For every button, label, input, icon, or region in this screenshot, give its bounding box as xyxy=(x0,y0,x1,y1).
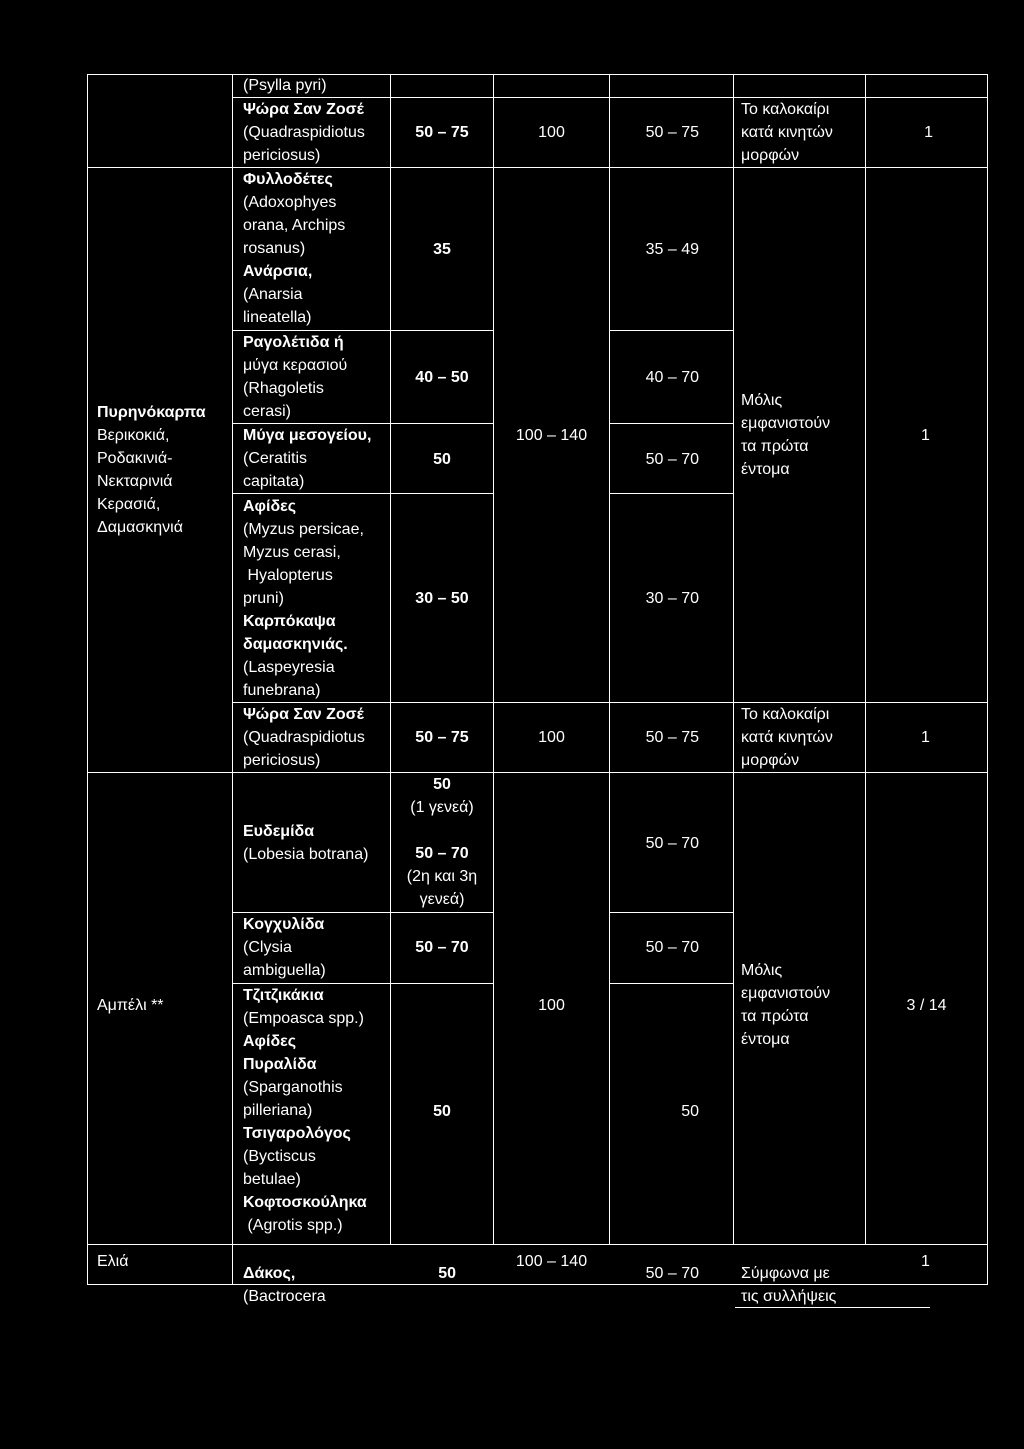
crop-stone-fruit-line-3: Ροδακινιά- xyxy=(97,450,173,467)
top-pest-latin-1: (Quadraspidiotus xyxy=(243,124,365,141)
text-line: pilleriana) xyxy=(243,1102,313,1119)
timing-stone-fruit-4: έντομα xyxy=(741,461,790,478)
timing-stone-fruit xyxy=(741,389,830,481)
timing-stone-fruit-3: τα πρώτα xyxy=(741,438,809,455)
dose1-clysia: 50 – 70 xyxy=(415,939,469,956)
text-line: (Ceratitis xyxy=(243,450,308,467)
top-timing-2: κατά κινητών xyxy=(741,124,833,141)
pest-cherry-fly xyxy=(243,331,347,423)
text-line: (Sparganothis xyxy=(243,1079,343,1096)
timing-olive-2: τις συλλήψεις xyxy=(741,1288,837,1305)
apps-vine: 3 / 14 xyxy=(906,997,947,1014)
text-line: (Adoxophyes xyxy=(243,194,337,211)
timing-stone-fruit-1: Μόλις xyxy=(741,392,783,409)
text-line: Τσιγαρολόγος xyxy=(243,1125,351,1142)
text-line: capitata) xyxy=(243,473,305,490)
pest-lobesia xyxy=(243,820,368,866)
text-line: (1 γενεά) xyxy=(410,799,474,816)
text-line: (Lobesia botrana) xyxy=(243,846,369,863)
text-line: pruni) xyxy=(243,590,284,607)
text-line: Αφίδες xyxy=(243,1033,297,1050)
timing-scale xyxy=(741,703,833,772)
text-line: (Laspeyresia xyxy=(243,659,335,676)
timing-vine-4: έντομα xyxy=(741,1031,790,1048)
pest-olive xyxy=(243,1262,326,1308)
dose3-leafrollers: 35 – 49 xyxy=(645,241,699,258)
dose1-scale: 50 – 75 xyxy=(415,729,469,746)
timing-scale-1: Το καλοκαίρι xyxy=(741,706,830,723)
top-timing-1: Το καλοκαίρι xyxy=(741,101,830,118)
dose2-olive: 100 – 140 xyxy=(515,1253,588,1270)
pest-medfly xyxy=(243,424,371,493)
text-line: rosanus) xyxy=(243,240,306,257)
text-line: (Byctiscus xyxy=(243,1148,316,1165)
dose1-lobesia xyxy=(391,773,493,911)
text-line: Φυλλοδέτες xyxy=(243,171,333,188)
dose3-lobesia: 50 – 70 xyxy=(645,835,699,852)
dose3-cherry-fly: 40 – 70 xyxy=(645,369,699,386)
text-line: (Clysia xyxy=(243,939,292,956)
top-apps xyxy=(866,121,987,144)
top-dose3: 50 – 75 xyxy=(645,124,699,141)
text-line: Μύγα μεσογείου, xyxy=(243,427,372,444)
pest-leafrollers xyxy=(243,168,345,329)
dose3-medfly: 50 – 70 xyxy=(645,451,699,468)
pest-olive-name: Δάκος, xyxy=(243,1265,296,1282)
text-line: Αφίδες xyxy=(243,498,297,515)
text-line: Κοφτοσκούληκα xyxy=(243,1194,367,1211)
top-dose2: 100 xyxy=(538,124,565,141)
text-line: μύγα κερασιού xyxy=(243,357,348,374)
pest-scale xyxy=(243,703,365,772)
text-line: (Quadraspidiotus xyxy=(243,729,365,746)
crop-stone-fruit xyxy=(97,401,206,539)
dose1-medfly: 50 xyxy=(433,451,451,468)
dose1-vine-others: 50 xyxy=(433,1103,451,1120)
text-line: δαμασκηνιάς. xyxy=(243,636,348,653)
crop-stone-fruit-line-6: Δαμασκηνιά xyxy=(97,519,183,536)
timing-olive-1: Σύμφωνα με xyxy=(741,1265,830,1282)
pest-vine-others xyxy=(243,984,367,1237)
crop-stone-fruit-line-5: Κερασιά, xyxy=(97,496,161,513)
text-line: orana, Archips xyxy=(243,217,346,234)
dose3-olive: 50 – 70 xyxy=(645,1265,699,1282)
dose1-leafrollers: 35 xyxy=(433,241,451,258)
crop-stone-fruit-line-2: Βερικοκιά, xyxy=(97,427,170,444)
dose1-cherry-fly: 40 – 50 xyxy=(415,369,469,386)
top-pest-name: Ψώρα Σαν Ζοσέ xyxy=(243,101,364,118)
crop-stone-fruit-title: Πυρηνόκαρπα xyxy=(97,404,206,421)
dose3-scale: 50 – 75 xyxy=(645,729,699,746)
apps-stone-fruit: 1 xyxy=(921,427,930,444)
timing-stone-fruit-2: εμφανιστούν xyxy=(741,415,831,432)
timing-olive xyxy=(741,1262,836,1308)
text-line: Καρπόκαψα xyxy=(243,613,336,630)
dose3-vine-others: 50 xyxy=(681,1103,699,1120)
apps-scale: 1 xyxy=(921,729,930,746)
text-line xyxy=(391,819,493,842)
text-line: ambiguella) xyxy=(243,962,326,979)
dose2-scale: 100 xyxy=(538,729,565,746)
timing-vine-3: τα πρώτα xyxy=(741,1008,809,1025)
dose3-aphids: 30 – 70 xyxy=(645,590,699,607)
crop-stone-fruit-line-4: Νεκταρινιά xyxy=(97,473,173,490)
pest-partial: (Psylla pyri) xyxy=(243,77,327,94)
top-timing-3: μορφών xyxy=(741,147,800,164)
timing-scale-2: κατά κινητών xyxy=(741,729,833,746)
text-line: Ανάρσια, xyxy=(243,263,313,280)
dose2-vine: 100 xyxy=(538,997,565,1014)
dose1-aphids: 30 – 50 xyxy=(415,590,469,607)
text-line: Myzus cerasi, xyxy=(243,544,341,561)
pest-aphids xyxy=(243,495,364,702)
top-timing xyxy=(741,98,833,167)
text-line: Τζιτζικάκια xyxy=(243,987,324,1004)
top-apps-value: 1 xyxy=(924,124,933,141)
text-line: 50 xyxy=(433,776,451,793)
top-pest-latin-2: periciosus) xyxy=(243,147,321,164)
text-line: Ευδεμίδα xyxy=(243,823,315,840)
text-line: betulae) xyxy=(243,1171,301,1188)
timing-vine xyxy=(741,959,830,1051)
dose1-olive: 50 xyxy=(438,1265,456,1282)
text-line: Πυραλίδα xyxy=(243,1056,317,1073)
text-line: Ψώρα Σαν Ζοσέ xyxy=(243,706,364,723)
text-line: periciosus) xyxy=(243,752,321,769)
text-line: (2η και 3η xyxy=(406,868,478,885)
dose3-clysia: 50 – 70 xyxy=(645,939,699,956)
crop-vine: Αμπέλι ** xyxy=(97,997,164,1014)
text-line: lineatella) xyxy=(243,309,312,326)
text-line: (Agrotis spp.) xyxy=(243,1217,343,1234)
text-line: (Myzus persicae, xyxy=(243,521,364,538)
text-line: γενεά) xyxy=(419,891,465,908)
crop-olive: Ελιά xyxy=(97,1253,129,1270)
text-line: (Rhagoletis xyxy=(243,380,324,397)
text-line: (Empoasca spp.) xyxy=(243,1010,364,1027)
dose2-stone-fruit: 100 – 140 xyxy=(515,427,588,444)
text-line: 50 – 70 xyxy=(415,845,469,862)
timing-scale-3: μορφών xyxy=(741,752,800,769)
pest-olive-latin: (Bactrocera xyxy=(243,1288,326,1305)
text-line: (Anarsia xyxy=(243,286,303,303)
top-pest-cell xyxy=(243,98,365,167)
apps-olive: 1 xyxy=(921,1253,930,1270)
top-dose1: 50 – 75 xyxy=(415,124,469,141)
text-line: Ραγολέτιδα ή xyxy=(243,334,344,351)
timing-vine-2: εμφανιστούν xyxy=(741,985,831,1002)
text-line: funebrana) xyxy=(243,682,321,699)
text-line: cerasi) xyxy=(243,403,292,420)
text-line: Hyalopterus xyxy=(243,567,333,584)
pest-clysia xyxy=(243,913,326,982)
timing-vine-1: Μόλις xyxy=(741,962,783,979)
text-line: Κογχυλίδα xyxy=(243,916,325,933)
